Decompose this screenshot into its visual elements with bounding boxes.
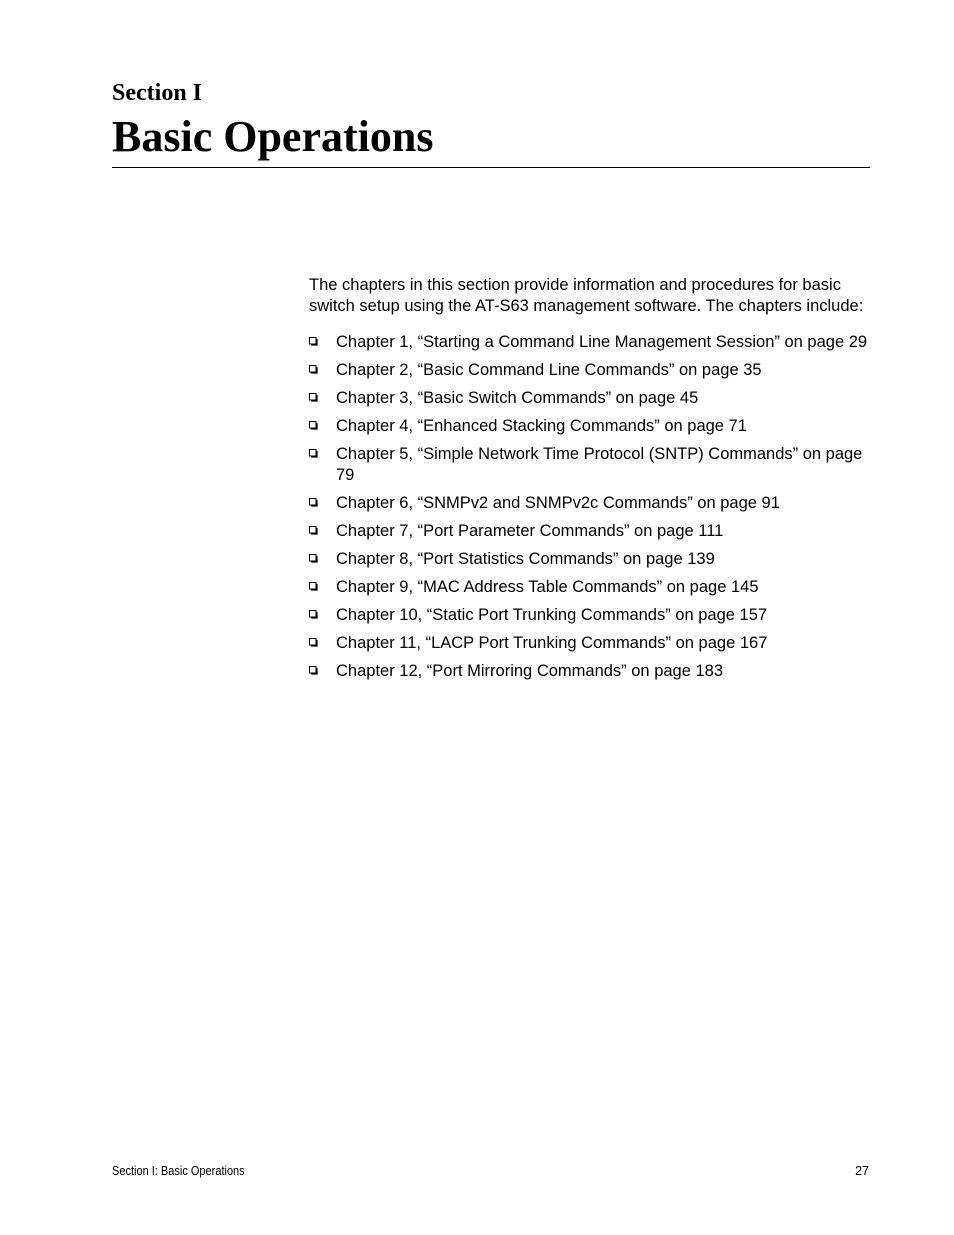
chapter-list-item [309, 577, 869, 598]
section-label: Section I [112, 80, 202, 106]
chapter-reference: Chapter 3, “Basic Switch Commands” on page 45 [336, 389, 699, 407]
chapter-list-item [309, 388, 869, 409]
hollow-square-shadow-icon [309, 582, 318, 591]
chapter-reference: Chapter 4, “Enhanced Stacking Commands” on page 71 [336, 417, 747, 435]
chapter-reference: Chapter 9, “MAC Address Table Commands” on page 145 [336, 577, 759, 596]
hollow-square-shadow-icon [309, 610, 318, 619]
chapter-list-item [309, 360, 869, 381]
intro-paragraph: The chapters in this section provide information and procedures for basic switch setup using the AT-S63 management software. The chapters include: [309, 276, 864, 315]
chapter-list-item [309, 493, 869, 514]
chapter-list-item [309, 444, 869, 485]
chapter-reference: Chapter 11, “LACP Port Trunking Commands” on page 167 [336, 633, 768, 652]
hollow-square-shadow-icon [309, 421, 318, 430]
chapter-list-item [309, 416, 869, 437]
hollow-square-shadow-icon [309, 393, 318, 402]
chapter-reference: Chapter 10, “Static Port Trunking Commands” on page 157 [336, 605, 768, 624]
hollow-square-shadow-icon [309, 526, 318, 535]
chapter-reference: Chapter 2, “Basic Command Line Commands” on page 35 [336, 361, 762, 379]
chapter-list-item [309, 661, 869, 682]
chapter-list-item [309, 521, 869, 542]
chapter-list-item [309, 605, 869, 626]
chapter-list-item [309, 633, 869, 654]
hollow-square-shadow-icon [309, 498, 318, 507]
chapter-reference: Chapter 12, “Port Mirroring Commands” on page 183 [336, 661, 724, 680]
hollow-square-shadow-icon [309, 554, 318, 563]
hollow-square-shadow-icon [309, 365, 318, 374]
chapter-reference: Chapter 8, “Port Statistics Commands” on page 139 [336, 549, 715, 568]
footer-page-number: 27 [855, 1164, 869, 1178]
chapter-reference: Chapter 6, “SNMPv2 and SNMPv2c Commands” on page 91 [336, 493, 780, 512]
hollow-square-shadow-icon [309, 449, 318, 458]
footer-section-title: Section I: Basic Operations [112, 1164, 245, 1178]
page-title: Basic Operations [112, 112, 434, 161]
hollow-square-shadow-icon [309, 638, 318, 647]
chapter-reference: Chapter 5, “Simple Network Time Protocol (SNTP) Commands” on page 79 [336, 445, 863, 484]
title-divider [112, 167, 870, 168]
hollow-square-shadow-icon [309, 666, 318, 675]
chapter-reference: Chapter 1, “Starting a Command Line Management Session” on page 29 [336, 333, 868, 351]
chapter-reference: Chapter 7, “Port Parameter Commands” on page 111 [336, 521, 724, 540]
hollow-square-shadow-icon [309, 337, 318, 346]
chapter-list [309, 332, 869, 681]
section-content [309, 275, 869, 689]
chapter-list-item [309, 332, 869, 353]
chapter-list-item [309, 549, 869, 570]
